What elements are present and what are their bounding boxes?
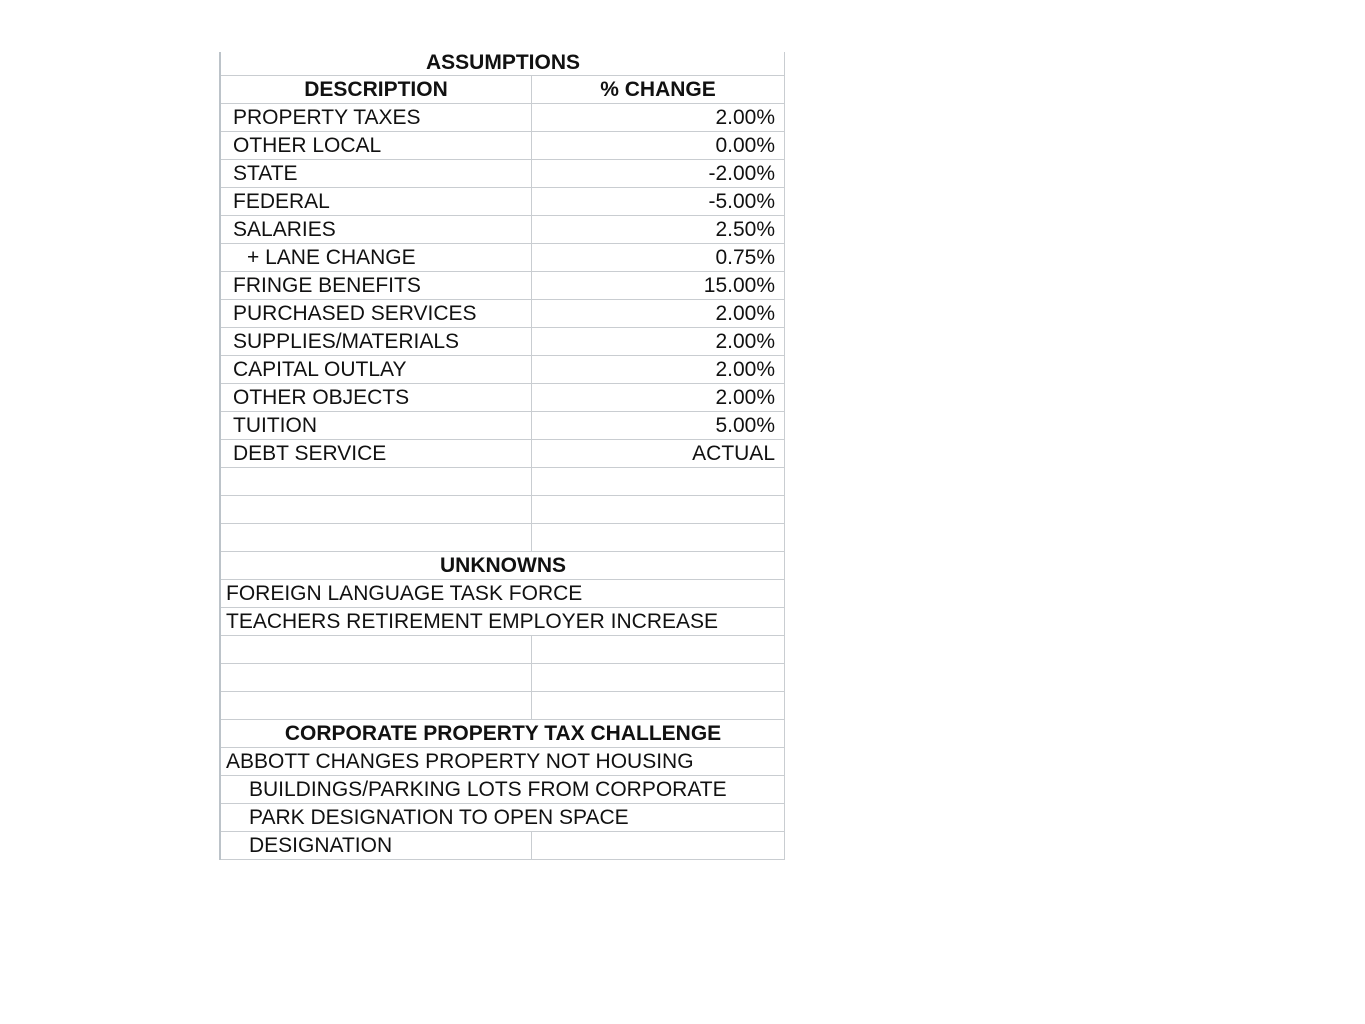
empty-row[interactable] xyxy=(221,692,785,720)
unknown-item: FOREIGN LANGUAGE TASK FORCE xyxy=(226,582,583,605)
assumptions-header-row xyxy=(221,76,785,104)
change-cell: 0.75% xyxy=(715,246,775,269)
description-cell: DEBT SERVICE xyxy=(233,442,387,465)
assumptions-title-row xyxy=(221,52,785,76)
description-cell: SALARIES xyxy=(233,218,336,241)
empty-row[interactable] xyxy=(221,636,785,664)
empty-row[interactable] xyxy=(221,524,785,552)
change-column-header: % CHANGE xyxy=(600,78,716,101)
table-row[interactable] xyxy=(221,104,785,132)
description-cell: + LANE CHANGE xyxy=(247,246,416,269)
table-row[interactable] xyxy=(221,356,785,384)
list-item[interactable] xyxy=(221,580,785,608)
description-cell: OTHER OBJECTS xyxy=(233,386,410,409)
list-item[interactable] xyxy=(221,748,785,776)
unknown-item: TEACHERS RETIREMENT EMPLOYER INCREASE xyxy=(226,610,719,633)
empty-row[interactable] xyxy=(221,468,785,496)
unknowns-title-row xyxy=(221,552,785,580)
table-row[interactable] xyxy=(221,272,785,300)
change-cell: 2.50% xyxy=(715,218,775,241)
description-cell: TUITION xyxy=(233,414,317,437)
description-cell: FEDERAL xyxy=(233,190,330,213)
description-column-header: DESCRIPTION xyxy=(304,78,448,101)
table-row[interactable] xyxy=(221,328,785,356)
description-cell: PURCHASED SERVICES xyxy=(233,302,477,325)
description-cell: STATE xyxy=(233,162,298,185)
change-cell: 2.00% xyxy=(715,302,775,325)
description-cell: CAPITAL OUTLAY xyxy=(233,358,407,381)
table-row[interactable] xyxy=(221,160,785,188)
corporate-line: DESIGNATION xyxy=(249,834,393,857)
description-cell: FRINGE BENEFITS xyxy=(233,274,421,297)
unknowns-title: UNKNOWNS xyxy=(440,554,566,577)
change-cell: 15.00% xyxy=(703,274,775,297)
table-row[interactable] xyxy=(221,300,785,328)
empty-row[interactable] xyxy=(221,664,785,692)
table-row[interactable] xyxy=(221,132,785,160)
change-cell: 2.00% xyxy=(715,330,775,353)
list-item[interactable] xyxy=(221,832,785,860)
change-cell: 5.00% xyxy=(715,414,775,437)
description-cell: PROPERTY TAXES xyxy=(233,106,421,129)
table-row[interactable] xyxy=(221,384,785,412)
assumptions-title: ASSUMPTIONS xyxy=(425,51,580,74)
corporate-line: ABBOTT CHANGES PROPERTY NOT HOUSING xyxy=(226,750,694,773)
change-cell: 2.00% xyxy=(715,106,775,129)
change-cell: ACTUAL xyxy=(692,442,775,465)
list-item[interactable] xyxy=(221,776,785,804)
corporate-line: BUILDINGS/PARKING LOTS FROM CORPORATE xyxy=(249,778,727,801)
change-cell: 0.00% xyxy=(715,134,775,157)
corporate-title-row xyxy=(221,720,785,748)
table-row[interactable] xyxy=(221,244,785,272)
table-row[interactable] xyxy=(221,412,785,440)
change-cell: 2.00% xyxy=(715,358,775,381)
change-cell: 2.00% xyxy=(715,386,775,409)
description-cell: SUPPLIES/MATERIALS xyxy=(233,330,460,353)
list-item[interactable] xyxy=(221,608,785,636)
empty-row[interactable] xyxy=(221,496,785,524)
table-row[interactable] xyxy=(221,188,785,216)
spreadsheet xyxy=(219,52,785,860)
table-row[interactable] xyxy=(221,440,785,468)
corporate-title: CORPORATE PROPERTY TAX CHALLENGE xyxy=(284,722,722,745)
corporate-line: PARK DESIGNATION TO OPEN SPACE xyxy=(249,806,629,829)
change-cell: -5.00% xyxy=(708,190,775,213)
description-cell: OTHER LOCAL xyxy=(233,134,382,157)
list-item[interactable] xyxy=(221,804,785,832)
table-row[interactable] xyxy=(221,216,785,244)
change-cell: -2.00% xyxy=(708,162,775,185)
